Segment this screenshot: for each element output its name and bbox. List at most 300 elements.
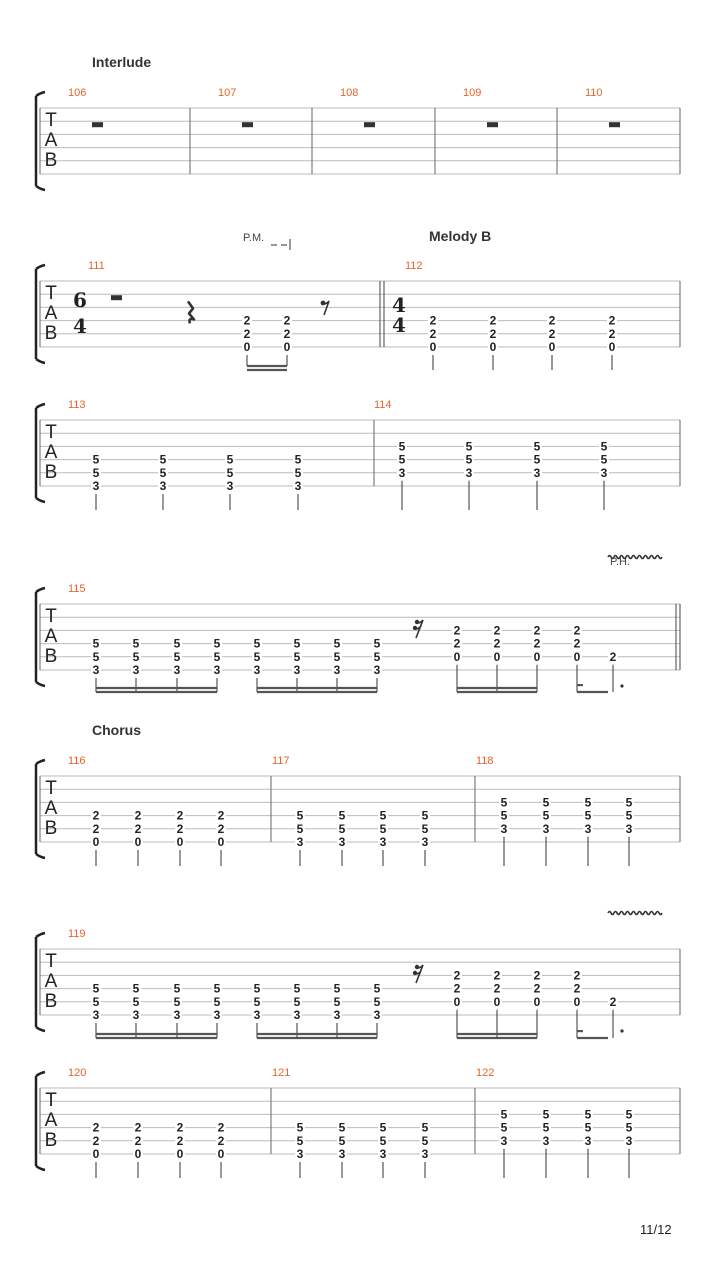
chord bbox=[532, 968, 542, 1038]
time-signature-top: 4 bbox=[392, 293, 406, 317]
fret-number: 2 bbox=[217, 1133, 225, 1148]
fret-number: 5 bbox=[500, 808, 508, 823]
fret-number: 2 bbox=[533, 968, 541, 983]
chord bbox=[608, 995, 618, 1038]
fret-number: 3 bbox=[294, 479, 302, 493]
chord bbox=[420, 1121, 430, 1178]
fret-number: 2 bbox=[533, 636, 541, 651]
chord bbox=[133, 809, 143, 866]
measure-number: 117 bbox=[272, 755, 290, 767]
dot bbox=[620, 1029, 623, 1032]
fret-number: 0 bbox=[533, 649, 541, 664]
chord bbox=[607, 314, 617, 370]
measure-number: 107 bbox=[218, 87, 237, 99]
fret-number: 3 bbox=[421, 1147, 429, 1161]
fret-number: 3 bbox=[293, 663, 301, 677]
fret-number: 2 bbox=[176, 821, 184, 836]
palm-mute-label: P.M. bbox=[243, 232, 265, 244]
fret-number: 0 bbox=[217, 1147, 225, 1161]
fret-number: 5 bbox=[92, 452, 100, 467]
fret-number: 2 bbox=[283, 313, 291, 328]
chord bbox=[464, 439, 474, 510]
chord bbox=[332, 637, 342, 692]
fret-number: 5 bbox=[132, 649, 140, 664]
tab-clef-letter: B bbox=[44, 646, 58, 667]
fret-number: 2 bbox=[608, 313, 616, 328]
fret-number: 2 bbox=[533, 623, 541, 638]
tab-clef-letter: A bbox=[44, 130, 58, 151]
fret-number: 0 bbox=[573, 994, 581, 1009]
fret-number: 3 bbox=[333, 663, 341, 677]
fret-number: 0 bbox=[92, 1147, 100, 1161]
fret-number: 0 bbox=[176, 1147, 184, 1161]
chord bbox=[583, 1107, 593, 1178]
fret-number: 0 bbox=[134, 1147, 142, 1161]
fret-number: 2 bbox=[283, 326, 291, 341]
chord bbox=[452, 968, 462, 1038]
chord bbox=[293, 453, 303, 510]
fret-number: 5 bbox=[584, 795, 592, 810]
fret-number: 5 bbox=[226, 465, 234, 480]
tab-clef-letter: A bbox=[44, 442, 58, 463]
fret-number: 5 bbox=[296, 808, 304, 823]
fret-number: 2 bbox=[176, 1120, 184, 1135]
fret-number: 3 bbox=[398, 465, 406, 480]
chord bbox=[541, 795, 551, 866]
chord bbox=[216, 1121, 226, 1178]
fret-number: 3 bbox=[173, 663, 181, 677]
fret-number: 2 bbox=[573, 968, 581, 983]
fret-number: 0 bbox=[429, 340, 437, 354]
fret-number: 2 bbox=[489, 326, 497, 341]
fret-number: 0 bbox=[453, 994, 461, 1009]
fret-number: 5 bbox=[533, 439, 541, 454]
fret-number: 2 bbox=[92, 808, 100, 823]
beam-partial bbox=[577, 1030, 583, 1032]
measure-number: 109 bbox=[463, 87, 482, 99]
measure-number: 121 bbox=[272, 1067, 291, 1079]
fret-number: 3 bbox=[379, 1147, 387, 1161]
section-label-chorus: Chorus bbox=[92, 722, 141, 738]
chord bbox=[499, 1107, 509, 1178]
fret-number: 5 bbox=[253, 981, 261, 996]
fret-number: 3 bbox=[213, 1008, 221, 1022]
palm-mute-extent bbox=[271, 239, 290, 250]
tab-clef-letter: A bbox=[44, 971, 58, 992]
fret-number: 2 bbox=[134, 1133, 142, 1148]
section-label-interlude: Interlude bbox=[92, 54, 152, 70]
fret-number: 5 bbox=[213, 981, 221, 996]
fret-number: 2 bbox=[453, 968, 461, 983]
fret-number: 0 bbox=[548, 340, 556, 354]
fret-number: 3 bbox=[533, 465, 541, 480]
measure-number: 116 bbox=[68, 755, 86, 767]
fret-number: 2 bbox=[609, 649, 617, 664]
chord bbox=[175, 1121, 185, 1178]
chord bbox=[212, 637, 222, 692]
chord bbox=[332, 982, 342, 1038]
chord bbox=[295, 1121, 305, 1178]
tab-clef-letter: B bbox=[44, 991, 58, 1012]
fret-number: 3 bbox=[500, 1133, 508, 1148]
fret-number: 5 bbox=[333, 649, 341, 664]
fret-number: 2 bbox=[92, 1120, 100, 1135]
fret-number: 2 bbox=[493, 968, 501, 983]
fret-number: 5 bbox=[293, 649, 301, 664]
fret-number: 5 bbox=[213, 994, 221, 1009]
time-signature-bottom: 4 bbox=[73, 314, 87, 338]
chord bbox=[225, 453, 235, 510]
chord bbox=[295, 809, 305, 866]
chord bbox=[133, 1121, 143, 1178]
fret-number: 2 bbox=[134, 821, 142, 836]
time-signature-top: 6 bbox=[73, 288, 87, 312]
fret-number: 5 bbox=[533, 452, 541, 467]
fret-number: 5 bbox=[379, 821, 387, 836]
fret-number: 0 bbox=[533, 994, 541, 1009]
chord bbox=[91, 637, 101, 692]
fret-number: 5 bbox=[373, 994, 381, 1009]
fret-number: 5 bbox=[465, 439, 473, 454]
whole-rest bbox=[364, 122, 375, 127]
fret-number: 5 bbox=[338, 821, 346, 836]
tab-clef-letter: A bbox=[44, 798, 58, 819]
fret-number: 3 bbox=[132, 1008, 140, 1022]
fret-number: 2 bbox=[176, 1133, 184, 1148]
chord bbox=[492, 623, 502, 692]
whole-rest bbox=[609, 122, 620, 127]
tab-clef-letter: T bbox=[45, 283, 57, 304]
fret-number: 5 bbox=[625, 1107, 633, 1122]
fret-number: 5 bbox=[542, 1120, 550, 1135]
fret-number: 5 bbox=[500, 1120, 508, 1135]
fret-number: 5 bbox=[213, 649, 221, 664]
fret-number: 5 bbox=[173, 649, 181, 664]
fret-number: 5 bbox=[132, 994, 140, 1009]
fret-number: 0 bbox=[176, 835, 184, 849]
measure-number: 106 bbox=[68, 87, 87, 99]
chord bbox=[252, 637, 262, 692]
fret-number: 5 bbox=[333, 636, 341, 651]
fret-number: 5 bbox=[92, 465, 100, 480]
chord bbox=[532, 623, 542, 692]
fret-number: 3 bbox=[132, 663, 140, 677]
fret-number: 5 bbox=[542, 808, 550, 823]
chord bbox=[292, 637, 302, 692]
fret-number: 5 bbox=[421, 808, 429, 823]
tab-clef-letter: B bbox=[44, 1130, 58, 1151]
fret-number: 5 bbox=[398, 439, 406, 454]
tab-clef-letter: B bbox=[44, 462, 58, 483]
fret-number: 5 bbox=[500, 1107, 508, 1122]
fret-number: 5 bbox=[338, 1133, 346, 1148]
fret-number: 2 bbox=[134, 1120, 142, 1135]
fret-number: 2 bbox=[92, 821, 100, 836]
fret-number: 5 bbox=[625, 808, 633, 823]
fret-number: 5 bbox=[92, 981, 100, 996]
fret-number: 2 bbox=[217, 1120, 225, 1135]
fret-number: 5 bbox=[379, 1133, 387, 1148]
chord bbox=[532, 439, 542, 510]
fret-number: 0 bbox=[573, 649, 581, 664]
fret-number: 3 bbox=[338, 1147, 346, 1161]
fret-number: 2 bbox=[493, 636, 501, 651]
fret-number: 3 bbox=[92, 663, 100, 677]
chord bbox=[541, 1107, 551, 1178]
section-label-melody-b: Melody B bbox=[429, 228, 492, 244]
fret-number: 3 bbox=[253, 663, 261, 677]
fret-number: 5 bbox=[173, 981, 181, 996]
chord bbox=[624, 795, 634, 866]
fret-number: 5 bbox=[296, 1133, 304, 1148]
fret-number: 2 bbox=[493, 981, 501, 996]
fret-number: 5 bbox=[293, 981, 301, 996]
fret-number: 2 bbox=[217, 821, 225, 836]
fret-number: 3 bbox=[542, 1133, 550, 1148]
fret-number: 2 bbox=[92, 1133, 100, 1148]
fret-number: 2 bbox=[493, 623, 501, 638]
chord bbox=[292, 982, 302, 1038]
tab-clef-letter: B bbox=[44, 818, 58, 839]
fret-number: 3 bbox=[253, 1008, 261, 1022]
fret-number: 5 bbox=[294, 452, 302, 467]
measure-number: 120 bbox=[68, 1067, 87, 1079]
system-1 bbox=[36, 92, 680, 190]
tab-clef-letter: T bbox=[45, 951, 57, 972]
fret-number: 2 bbox=[453, 981, 461, 996]
tab-clef-letter: A bbox=[44, 1110, 58, 1131]
fret-number: 5 bbox=[92, 994, 100, 1009]
beam-partial bbox=[577, 684, 583, 686]
chord bbox=[282, 314, 292, 366]
measure-number: 111 bbox=[88, 260, 105, 272]
fret-number: 3 bbox=[373, 1008, 381, 1022]
system-7 bbox=[36, 1072, 680, 1170]
fret-number: 3 bbox=[584, 821, 592, 836]
fret-number: 5 bbox=[373, 981, 381, 996]
fret-number: 5 bbox=[421, 1120, 429, 1135]
fret-number: 5 bbox=[584, 1120, 592, 1135]
measure-number: 119 bbox=[68, 928, 86, 940]
fret-number: 5 bbox=[465, 452, 473, 467]
measure-number: 110 bbox=[585, 87, 603, 99]
measure-number: 112 bbox=[405, 260, 423, 272]
fret-number: 5 bbox=[421, 1133, 429, 1148]
fret-number: 3 bbox=[333, 1008, 341, 1022]
fret-number: 3 bbox=[584, 1133, 592, 1148]
fret-number: 0 bbox=[453, 649, 461, 664]
whole-rest bbox=[111, 295, 122, 300]
fret-number: 2 bbox=[573, 623, 581, 638]
fret-number: 2 bbox=[243, 326, 251, 341]
fret-number: 2 bbox=[489, 313, 497, 328]
fret-number: 0 bbox=[217, 835, 225, 849]
fret-number: 2 bbox=[134, 808, 142, 823]
fret-number: 5 bbox=[584, 808, 592, 823]
chord bbox=[242, 314, 252, 366]
fret-number: 2 bbox=[176, 808, 184, 823]
fret-number: 2 bbox=[217, 808, 225, 823]
chord bbox=[372, 982, 382, 1038]
chord bbox=[252, 982, 262, 1038]
fret-number: 3 bbox=[600, 465, 608, 480]
fret-number: 3 bbox=[542, 821, 550, 836]
tab-clef-letter: B bbox=[44, 323, 58, 344]
fret-number: 5 bbox=[542, 1107, 550, 1122]
fret-number: 3 bbox=[173, 1008, 181, 1022]
chord bbox=[428, 314, 438, 370]
fret-number: 2 bbox=[548, 326, 556, 341]
fret-number: 5 bbox=[92, 649, 100, 664]
fret-number: 2 bbox=[243, 313, 251, 328]
fret-number: 5 bbox=[600, 452, 608, 467]
fret-number: 5 bbox=[625, 1120, 633, 1135]
fret-number: 0 bbox=[493, 649, 501, 664]
fret-number: 3 bbox=[338, 835, 346, 849]
fret-number: 5 bbox=[253, 994, 261, 1009]
measure-number: 118 bbox=[476, 755, 494, 767]
chord bbox=[175, 809, 185, 866]
fret-number: 3 bbox=[500, 821, 508, 836]
fret-number: 5 bbox=[398, 452, 406, 467]
chord bbox=[488, 314, 498, 370]
vibrato-wavy-line bbox=[608, 912, 662, 915]
fret-number: 5 bbox=[296, 1120, 304, 1135]
fret-number: 3 bbox=[296, 835, 304, 849]
fret-number: 5 bbox=[373, 649, 381, 664]
fret-number: 5 bbox=[294, 465, 302, 480]
measure-number: 114 bbox=[374, 399, 392, 411]
fret-number: 5 bbox=[338, 808, 346, 823]
fret-number: 5 bbox=[379, 1120, 387, 1135]
fret-number: 3 bbox=[293, 1008, 301, 1022]
fret-number: 0 bbox=[243, 340, 251, 354]
fret-number: 3 bbox=[625, 821, 633, 836]
fret-number: 2 bbox=[453, 623, 461, 638]
chord bbox=[131, 982, 141, 1038]
chord bbox=[583, 795, 593, 866]
fret-number: 2 bbox=[548, 313, 556, 328]
fret-number: 5 bbox=[253, 636, 261, 651]
fret-number: 5 bbox=[132, 636, 140, 651]
fret-number: 5 bbox=[159, 452, 167, 467]
chord bbox=[397, 439, 407, 510]
fret-number: 0 bbox=[283, 340, 291, 354]
whole-rest bbox=[92, 122, 103, 127]
fret-number: 3 bbox=[296, 1147, 304, 1161]
fret-number: 5 bbox=[379, 808, 387, 823]
chord bbox=[378, 1121, 388, 1178]
chord bbox=[492, 968, 502, 1038]
fret-number: 5 bbox=[293, 994, 301, 1009]
fret-number: 5 bbox=[373, 636, 381, 651]
fret-number: 5 bbox=[173, 994, 181, 1009]
chord bbox=[131, 637, 141, 692]
fret-number: 5 bbox=[173, 636, 181, 651]
fret-number: 3 bbox=[226, 479, 234, 493]
chord bbox=[572, 623, 582, 692]
chord bbox=[337, 809, 347, 866]
system-3 bbox=[36, 404, 680, 502]
fret-number: 5 bbox=[92, 636, 100, 651]
tab-clef-letter: A bbox=[44, 626, 58, 647]
chord bbox=[378, 809, 388, 866]
fret-number: 3 bbox=[625, 1133, 633, 1148]
fret-number: 2 bbox=[429, 326, 437, 341]
fret-number: 5 bbox=[296, 821, 304, 836]
fret-number: 3 bbox=[159, 479, 167, 493]
fret-number: 2 bbox=[429, 313, 437, 328]
chord bbox=[337, 1121, 347, 1178]
chord bbox=[420, 809, 430, 866]
fret-number: 5 bbox=[253, 649, 261, 664]
fret-number: 3 bbox=[421, 835, 429, 849]
tab-clef-letter: T bbox=[45, 606, 57, 627]
fret-number: 3 bbox=[92, 479, 100, 493]
chord bbox=[624, 1107, 634, 1178]
fret-number: 3 bbox=[373, 663, 381, 677]
fret-number: 5 bbox=[132, 981, 140, 996]
whole-rest bbox=[487, 122, 498, 127]
fret-number: 2 bbox=[573, 981, 581, 996]
fret-number: 5 bbox=[625, 795, 633, 810]
measure-number: 108 bbox=[340, 87, 359, 99]
fret-number: 0 bbox=[92, 835, 100, 849]
fret-number: 0 bbox=[608, 340, 616, 354]
measure-number: 115 bbox=[68, 583, 86, 595]
chord bbox=[216, 809, 226, 866]
fret-number: 5 bbox=[584, 1107, 592, 1122]
fret-number: 2 bbox=[453, 636, 461, 651]
dot bbox=[620, 684, 623, 687]
chord bbox=[499, 795, 509, 866]
chord bbox=[452, 623, 462, 692]
chord bbox=[91, 1121, 101, 1178]
fret-number: 5 bbox=[293, 636, 301, 651]
chord bbox=[91, 809, 101, 866]
system-5 bbox=[36, 760, 680, 858]
fret-number: 5 bbox=[421, 821, 429, 836]
tab-clef-letter: A bbox=[44, 303, 58, 324]
fret-number: 5 bbox=[159, 465, 167, 480]
system-2 bbox=[36, 265, 680, 363]
chord bbox=[599, 439, 609, 510]
fret-number: 5 bbox=[333, 994, 341, 1009]
fret-number: 3 bbox=[379, 835, 387, 849]
fret-number: 0 bbox=[134, 835, 142, 849]
tab-clef-letter: T bbox=[45, 422, 57, 443]
whole-rest bbox=[242, 122, 253, 127]
fret-number: 3 bbox=[465, 465, 473, 480]
chord bbox=[91, 453, 101, 510]
time-signature-bottom: 4 bbox=[392, 313, 406, 337]
fret-number: 3 bbox=[92, 1008, 100, 1022]
chord bbox=[372, 637, 382, 692]
measure-number: 122 bbox=[476, 1067, 495, 1079]
fret-number: 5 bbox=[213, 636, 221, 651]
tab-clef-letter: T bbox=[45, 778, 57, 799]
fret-number: 2 bbox=[609, 994, 617, 1009]
fret-number: 5 bbox=[600, 439, 608, 454]
fret-number: 5 bbox=[338, 1120, 346, 1135]
measure-number: 113 bbox=[68, 399, 86, 411]
fret-number: 2 bbox=[533, 981, 541, 996]
chord bbox=[172, 637, 182, 692]
chord bbox=[212, 982, 222, 1038]
chord bbox=[547, 314, 557, 370]
tab-clef-letter: T bbox=[45, 1090, 57, 1111]
chord bbox=[572, 968, 582, 1038]
